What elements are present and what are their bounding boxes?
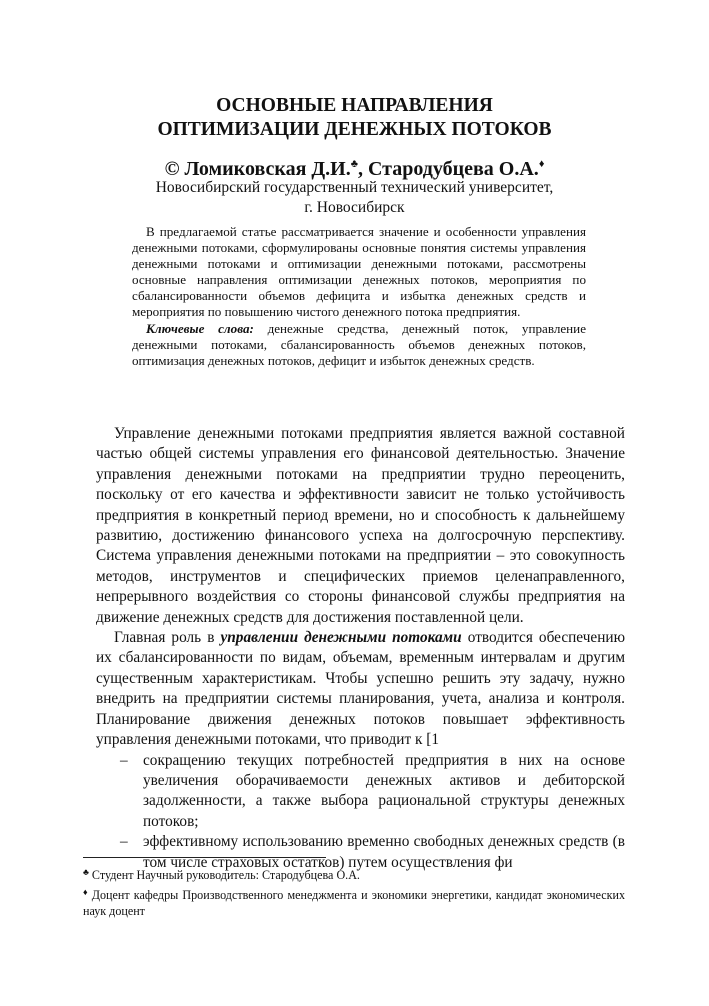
copyright-sign: © — [164, 158, 180, 180]
footnote-separator — [83, 857, 326, 858]
paragraph-2-emphasis: управлении денежными потоками — [220, 629, 462, 647]
title-line-1: ОСНОВНЫЕ НАПРАВЛЕНИЯ — [216, 95, 493, 116]
author-2-footnote-mark: ♦ — [538, 158, 545, 170]
footnote-1-text: Студент Научный руководитель: Стародубцева О.А. — [91, 868, 360, 882]
paragraph-2-start: Главная роль в — [114, 629, 221, 647]
paper-title — [0, 94, 709, 142]
keywords-text: денежные средства, денежный поток, управление денежными потоками, сбалансированность объемов денежных потоков, оптимизация денежных потоков, дефицит и избыток денежных средств. — [132, 320, 587, 368]
abstract-text: В предлагаемой статье рассматривается значение и особенности управления денежными потоками, сформулированы основные понятия системы управления денежными потоками и оптимизации денежными потоками, рассмотрены основные направления оптимизации денежных потоков, мероприятия по сбалансированности объемов дефицита и избытка денежных средств и мероприятия по повышению чистого денежного потока предприятия. — [132, 224, 586, 320]
author-separator: , — [357, 158, 363, 180]
affiliation — [0, 178, 709, 218]
list-item — [120, 751, 625, 833]
affiliation-line-1: Новосибирский государственный технический университет, — [155, 179, 554, 196]
author-1: Ломиковская Д.И. — [184, 158, 351, 180]
author-1-footnote-mark: ♣ — [350, 158, 358, 170]
list-dash: – — [120, 751, 128, 769]
footnote-1-mark: ♣ — [83, 867, 89, 877]
keywords — [132, 321, 586, 369]
paragraph-2-rest: отводится обеспечению их сбалансированности по видам, объемам, временным интервалам и другим существенным характеристикам. Чтобы успешно решить эту задачу, нужно внедрить на предприятии системы планирования, учета, анализа и контроля. Планирование движения денежных потоков повышает эффективность управления денежными потоками, что приводит к [1 — [96, 629, 626, 749]
list-dash: – — [120, 833, 128, 851]
body-text — [96, 424, 625, 873]
abstract — [132, 224, 586, 369]
footnote-2-text: Доцент кафедры Производственного менеджмента и экономики энергетики, кандидат экономических наук доцент — [83, 888, 625, 918]
footnotes — [83, 865, 625, 921]
paragraph-1: Управление денежными потоками предприятия является важной составной частью общей системы управления его финансовой деятельностью. Значение управления денежными потоками на предприятии трудно переоценить, поскольку от его качества и эффективности зависит не только устойчивость предприятия в конкретный период времени, но и способность к дальнейшему развитию, достижению финансового успеха на долгосрочную перспективу. Система управления денежными потоками на предприятии – это совокупность методов, инструментов и специфических приемов целенаправленного, непрерывного воздействия со стороны финансовой службы предприятия на движение денежных средств для достижения поставленной цели. — [96, 425, 625, 626]
affiliation-line-2: г. Новосибирск — [304, 199, 405, 216]
title-line-2: ОПТИМИЗАЦИИ ДЕНЕЖНЫХ ПОТОКОВ — [157, 119, 552, 140]
footnote-2 — [83, 885, 625, 919]
dash-list — [96, 751, 625, 873]
footnote-2-mark: ♦ — [83, 887, 89, 898]
footnote-1 — [83, 865, 625, 883]
paragraph-2 — [96, 628, 625, 750]
list-item-text: эффективному использованию временно свободных денежных средств (в том числе страховых остатков) путем осуществления фи — [143, 833, 625, 871]
list-item-text: сокращению текущих потребностей предприятия в них на основе увеличения оборачиваемости денежных активов и дебиторской задолженности, а также выбора рациональной структуры денежных потоков; — [143, 751, 625, 830]
keywords-label: Ключевые слова: — [146, 320, 254, 336]
author-2: Стародубцева О.А. — [367, 158, 539, 180]
